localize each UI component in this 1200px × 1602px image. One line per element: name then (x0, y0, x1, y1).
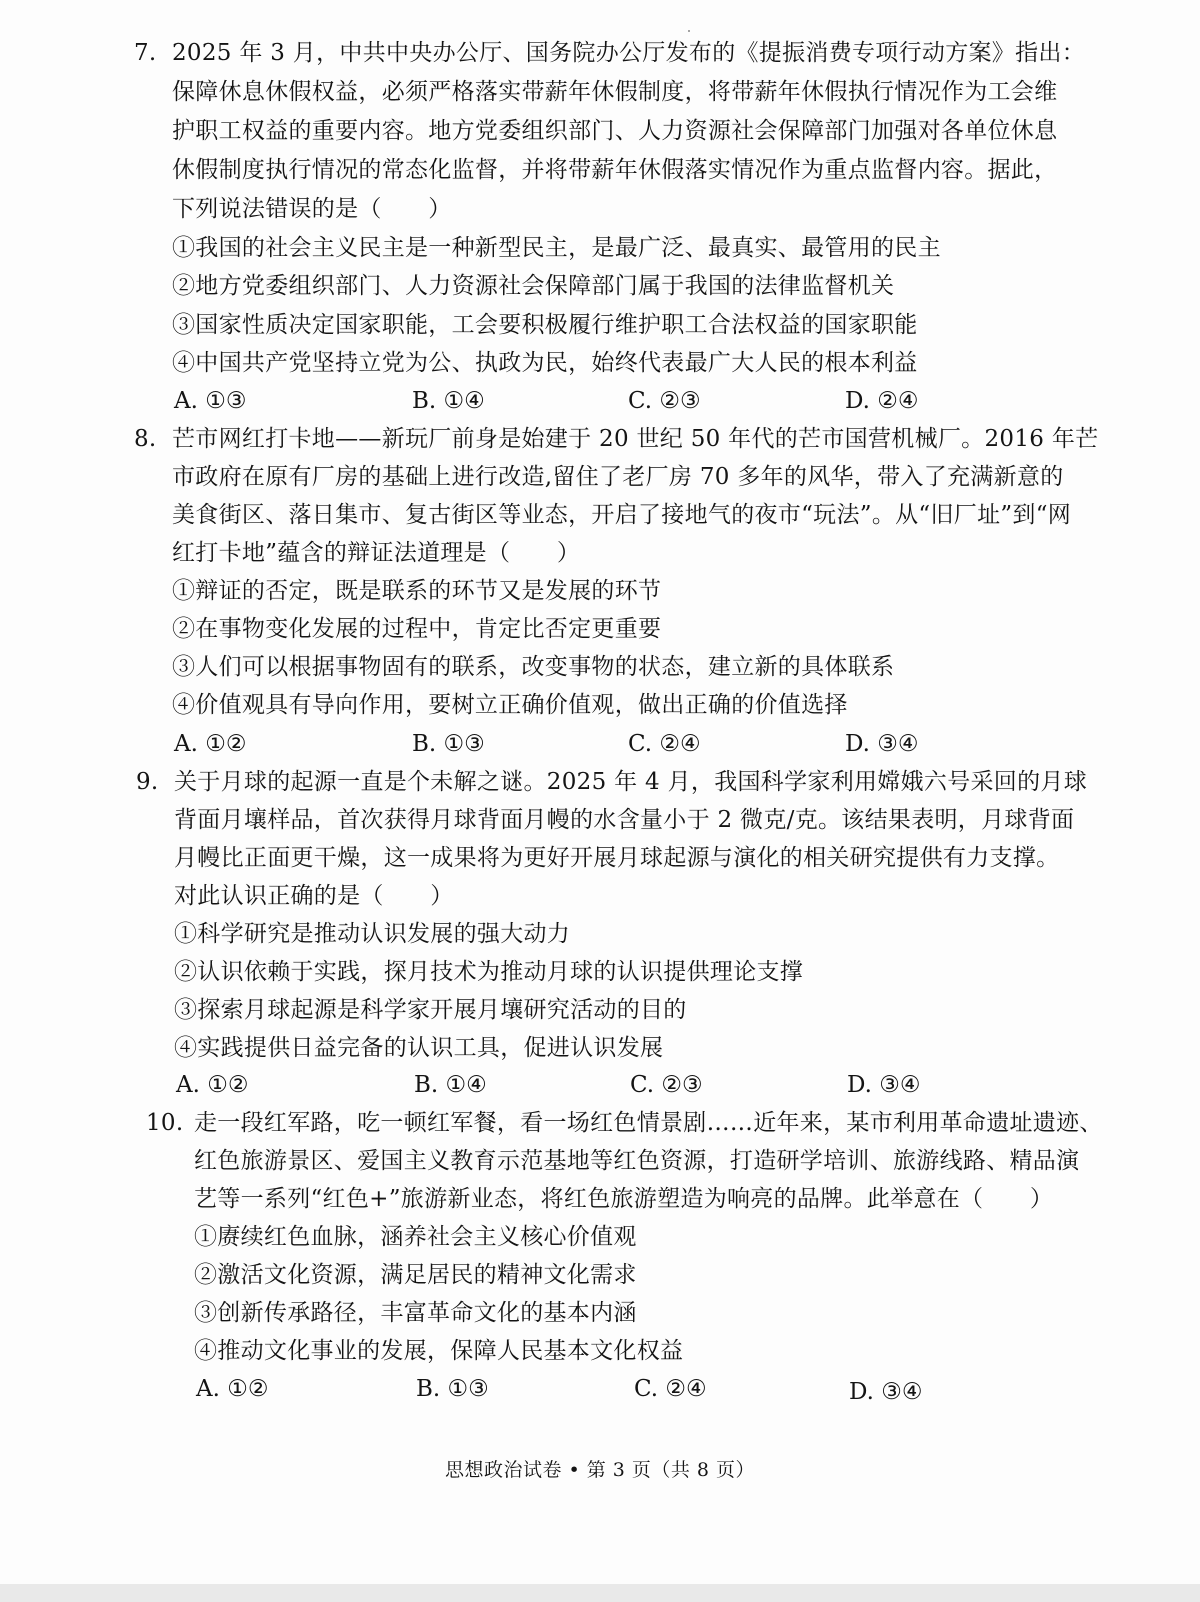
option-d[interactable]: D. ③④ (847, 1072, 921, 1098)
option-b[interactable]: B. ①③ (412, 731, 485, 757)
stem-line: 背面月壤样品，首次获得月球背面月幔的水含量小于 2 微克/克。该结果表明，月球背面 (174, 807, 1075, 833)
stem-line: 保障休息休假权益，必须严格落实带薪年休假制度，将带薪年休假执行情况作为工会维 (172, 79, 1058, 105)
stem-line: 艺等一系列“红色+”旅游新业态，将红色旅游塑造为响亮的品牌。此举意在（ ） (194, 1186, 1054, 1212)
option-c[interactable]: C. ②③ (628, 388, 701, 414)
option-c[interactable]: C. ②③ (630, 1072, 703, 1098)
statement-item: ③人们可以根据事物固有的联系，改变事物的状态，建立新的具体联系 (172, 654, 895, 680)
statement-item: ③创新传承路径，丰富革命文化的基本内涵 (194, 1300, 637, 1326)
statement-item: ①我国的社会主义民主是一种新型民主，是最广泛、最真实、最管用的民主 (172, 235, 941, 261)
statement-item: ①赓续红色血脉，涵养社会主义核心价值观 (194, 1224, 637, 1250)
stem-line: 下列说法错误的是（ ） (172, 196, 452, 222)
statement-item: ②激活文化资源，满足居民的精神文化需求 (194, 1262, 637, 1288)
stem-line: 月幔比正面更干燥，这一成果将为更好开展月球起源与演化的相关研究提供有力支撑。 (174, 845, 1060, 871)
stem-line: 2025 年 3 月，中共中央办公厅、国务院办公厅发布的《提振消费专项行动方案》指出： (172, 40, 1085, 66)
option-a[interactable]: A. ①③ (174, 388, 247, 414)
statement-item: ①辩证的否定，既是联系的环节又是发展的环节 (172, 578, 662, 604)
scan-speck (688, 30, 690, 32)
option-b[interactable]: B. ①④ (414, 1072, 487, 1098)
statement-item: ④中国共产党坚持立党为公、执政为民，始终代表最广大人民的根本利益 (172, 350, 918, 376)
statement-item: ③国家性质决定国家职能，工会要积极履行维护职工合法权益的国家职能 (172, 312, 918, 338)
stem-line: 对此认识正确的是（ ） (174, 883, 454, 909)
statement-item: ①科学研究是推动认识发展的强大动力 (174, 921, 571, 947)
option-d[interactable]: D. ③④ (849, 1379, 923, 1405)
stem-line: 芒市网红打卡地——新玩厂前身是始建于 20 世纪 50 年代的芒市国营机械厂。2016 年芒 (172, 426, 1099, 452)
statement-item: ③探索月球起源是科学家开展月壤研究活动的目的 (174, 997, 687, 1023)
option-d[interactable]: D. ②④ (845, 388, 919, 414)
stem-line: 关于月球的起源一直是个未解之谜。2025 年 4 月，我国科学家利用嫦娥六号采回的月球 (174, 769, 1087, 795)
scan-bottom-edge (0, 1584, 1200, 1602)
stem-line: 走一段红军路，吃一顿红军餐，看一场红色情景剧……近年来，某市利用革命遗址遗迹、 (194, 1110, 1103, 1136)
option-a[interactable]: A. ①② (174, 731, 247, 757)
statement-item: ②地方党委组织部门、人力资源社会保障部门属于我国的法律监督机关 (172, 273, 895, 299)
statement-item: ④推动文化事业的发展，保障人民基本文化权益 (194, 1338, 684, 1364)
option-b[interactable]: B. ①④ (412, 388, 485, 414)
page-footer: 思想政治试卷 • 第 3 页（共 8 页） (444, 1459, 756, 1481)
stem-line: 美食街区、落日集市、复古街区等业态，开启了接地气的夜市“玩法”。从“旧厂址”到“网 (172, 502, 1072, 528)
option-b[interactable]: B. ①③ (416, 1376, 489, 1402)
question-number: 7. (134, 40, 157, 66)
question-number: 10. (146, 1110, 184, 1136)
question-number: 8. (134, 426, 157, 452)
option-a[interactable]: A. ①② (196, 1376, 269, 1402)
question-number: 9. (136, 769, 159, 795)
option-d[interactable]: D. ③④ (845, 731, 919, 757)
stem-line: 红打卡地”蕴含的辩证法道理是（ ） (172, 540, 581, 566)
statement-item: ④实践提供日益完备的认识工具，促进认识发展 (174, 1035, 664, 1061)
option-c[interactable]: C. ②④ (634, 1376, 707, 1402)
stem-line: 休假制度执行情况的常态化监督，并将带薪年休假落实情况作为重点监督内容。据此， (172, 157, 1058, 183)
stem-line: 护职工权益的重要内容。地方党委组织部门、人力资源社会保障部门加强对各单位休息 (172, 118, 1058, 144)
stem-line: 市政府在原有厂房的基础上进行改造,留住了老厂房 70 多年的风华，带入了充满新意的 (172, 464, 1064, 490)
statement-item: ②认识依赖于实践，探月技术为推动月球的认识提供理论支撑 (174, 959, 804, 985)
statement-item: ②在事物变化发展的过程中，肯定比否定更重要 (172, 616, 662, 642)
option-c[interactable]: C. ②④ (628, 731, 701, 757)
statement-item: ④价值观具有导向作用，要树立正确价值观，做出正确的价值选择 (172, 692, 848, 718)
stem-line: 红色旅游景区、爱国主义教育示范基地等红色资源，打造研学培训、旅游线路、精品演 (194, 1148, 1080, 1174)
option-a[interactable]: A. ①② (176, 1072, 249, 1098)
